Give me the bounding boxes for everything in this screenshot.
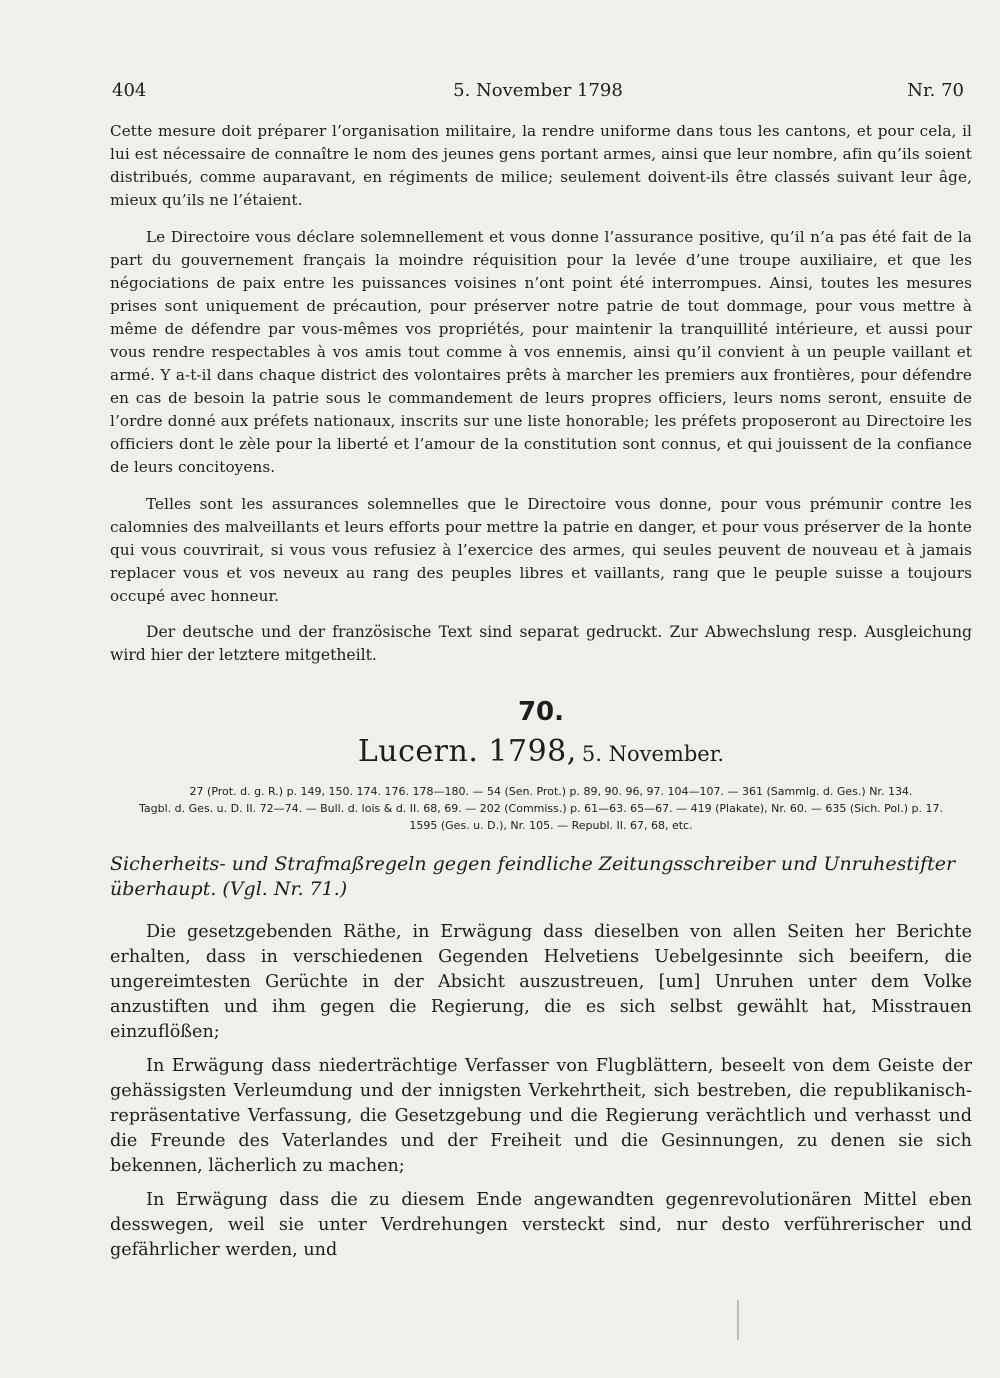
document-number: 70. <box>517 697 565 727</box>
french-paragraph-3: Telles sont les assurances solemnelles que le Directoire vous donne, pour vous prémunir contre les calomnies des malveillants et leurs efforts pour mettre la patrie en danger, et pour vous préserver de la honte qui vous couvrirait, si vous vous refusiez à l’exercice des armes, qui seules peuvent de nouveau et à jamais replacer vous et vos neveux au rang des peuples libres et vaillants, rang que le peuple suisse a toujours occupé avec honneur. <box>110 495 972 605</box>
document-subject: Sicherheits- und Strafmaßregeln gegen feindliche Zeitungsschreiber und Unruhestifter überhaupt. (Vgl. Nr. 71.) <box>110 853 956 900</box>
german-paragraph-2: In Erwägung dass niederträchtige Verfasser von Flugblättern, beseelt von dem Geiste der gehässigsten Verleumdung und der innigsten Verkehrtheit, sich bestreben, die republikanisch-repräsentative Verfassung, die Gesetzgebung und die Regierung verächtlich und verhasst und die Freunde des Vaterlandes und der Freiheit und die Gesinnungen, zu denen sie sich bekennen, lächerlich zu machen; <box>110 1056 972 1176</box>
running-head <box>112 80 964 108</box>
pencil-mark-icon <box>737 1300 739 1340</box>
german-text <box>110 920 972 1263</box>
document-place: Lucern. 1798, <box>357 734 577 769</box>
german-paragraph-1: Die gesetzgebenden Räthe, in Erwägung dass dieselben von allen Seiten her Berichte erhalten, dass in verschiedenen Gegenden Helvetiens Uebelgesinnte sich beeifern, die ungereimtesten Gerüchte in der Absicht auszustreuen, [um] Unruhen unter dem Volke anzustiften und ihm gegen die Regierung, die es sich selbst gewählt hat, Misstrauen einzuflößen; <box>110 922 972 1042</box>
source-references <box>110 783 972 834</box>
german-paragraph-3: In Erwägung dass die zu diesem Ende angewandten gegenrevolutionären Mittel eben desswegen, weil sie unter Verdrehungen versteckt sind, nur desto verführerischer und gefährlicher werden, und <box>110 1190 972 1260</box>
source-line: Tagbl. d. Ges. u. D. II. 72—74. — Bull. d. lois & d. II. 68, 69. — 202 (Commiss.) p. 61—63. 65—67. — 419 (Plakate), Nr. 60. — 635 (Sich. Pol.) p. 17. <box>139 802 943 815</box>
document-heading <box>110 735 972 773</box>
header-doc-ref: Nr. 70 <box>907 80 964 101</box>
document-date: 5. November. <box>581 742 725 766</box>
body-text <box>110 120 972 1263</box>
header-date: 5. November 1798 <box>453 80 623 101</box>
german-note: Der deutsche und der französische Text sind separat gedruckt. Zur Abwechslung resp. Ausgleichung wird hier der letztere mitgetheilt. <box>110 623 972 664</box>
source-line: 27 (Prot. d. g. R.) p. 149, 150. 174. 176. 178—180. — 54 (Sen. Prot.) p. 89, 90. 96, 97. 104—107. — 361 (Sammlg. d. Ges.) Nr. 134. <box>189 785 913 798</box>
french-paragraph-2: Le Directoire vous déclare solemnellement et vous donne l’assurance positive, qu’il n’a pas été fait de la part du gouvernement français la moindre réquisition pour la levée d’une troupe auxiliaire, et que les négociations de paix entre les puissances voisines n’ont point été interrompues. Ainsi, toutes les mesures prises sont uniquement de précaution, pour préserver notre patrie de tout dommage, pour vous mettre à même de défendre par vous-mêmes vos propriétés, pour maintenir la tranquillité intérieure, et aussi pour vous rendre respectables à vos amis tout comme à vos ennemis, ainsi qu’il convient à un peuple vaillant et armé. Y a-t-il dans chaque district des volontaires prêts à marcher les premiers aux frontières, pour défendre en cas de besoin la patrie sous le commandement de leurs propres officiers, leurs noms seront, ensuite de l’ordre donné aux préfets nationaux, inscrits sur une liste honorable; les préfets proposeront au Directoire les officiers dont le zèle pour la liberté et l’amour de la constitution sont connus, et qui jouissent de la confiance de leurs concitoyens. <box>110 228 972 476</box>
page-number: 404 <box>112 80 147 101</box>
french-text <box>110 120 972 608</box>
french-paragraph-1: Cette mesure doit préparer l’organisation militaire, la rendre uniforme dans tous les cantons, et pour cela, il lui est nécessaire de connaître le nom des jeunes gens portant armes, ainsi que leur nombre, afin qu’ils soient distribués, comme auparavant, en régiments de milice; seulement doivent-ils être classés suivant leur âge, mieux qu’ils ne l’étaient. <box>110 122 972 209</box>
source-line: 1595 (Ges. u. D.), Nr. 105. — Republ. II. 67, 68, etc. <box>409 819 693 832</box>
